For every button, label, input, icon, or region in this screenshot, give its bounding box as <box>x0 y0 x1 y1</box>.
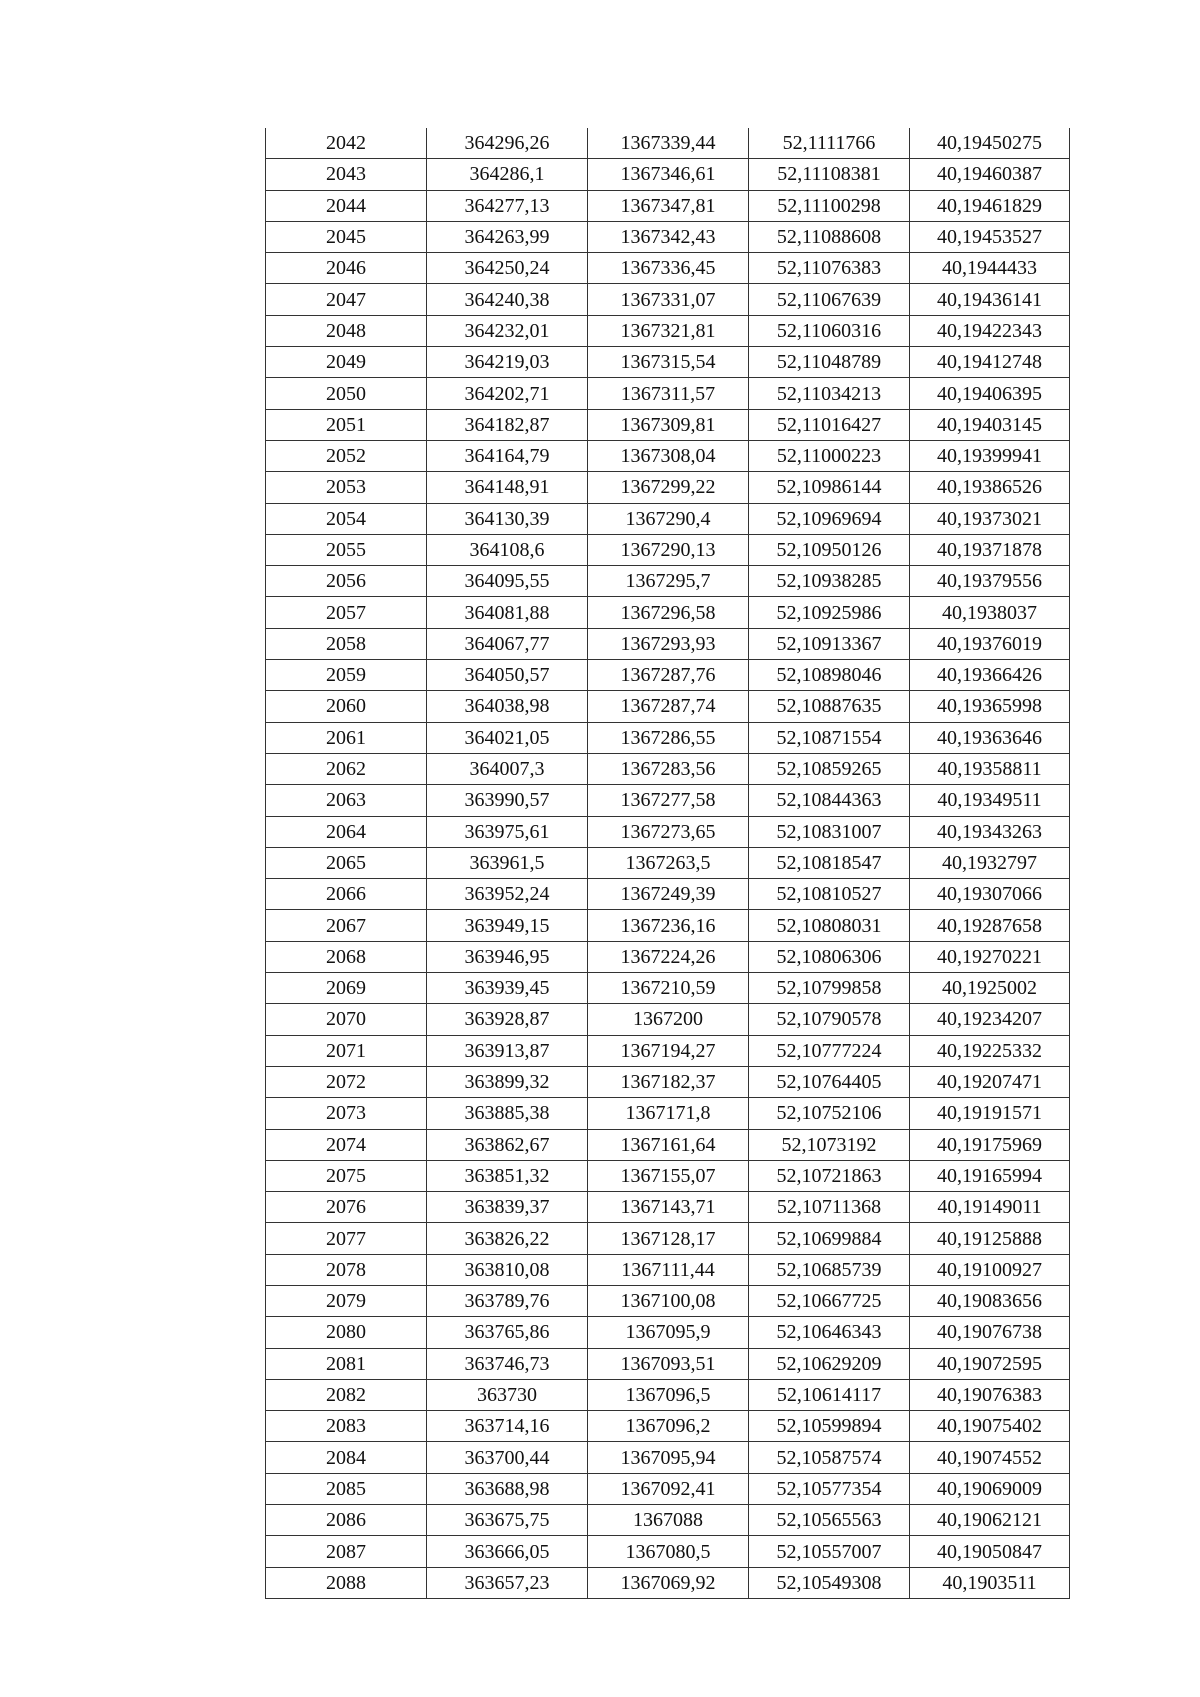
latitude-cell: 52,10806306 <box>749 941 910 972</box>
y-coordinate-cell: 1367296,58 <box>588 597 749 628</box>
longitude-cell: 40,19062121 <box>910 1505 1070 1536</box>
latitude-cell: 52,10887635 <box>749 691 910 722</box>
longitude-cell: 40,19175969 <box>910 1129 1070 1160</box>
x-coordinate-cell: 364240,38 <box>427 284 588 315</box>
table-row <box>266 159 1070 190</box>
y-coordinate-cell: 1367093,51 <box>588 1348 749 1379</box>
point-number-cell: 2082 <box>266 1379 427 1410</box>
point-number-cell: 2066 <box>266 879 427 910</box>
latitude-cell: 52,10614117 <box>749 1379 910 1410</box>
table-row <box>266 628 1070 659</box>
longitude-cell: 40,19076383 <box>910 1379 1070 1410</box>
x-coordinate-cell: 363730 <box>427 1379 588 1410</box>
table-row <box>266 722 1070 753</box>
longitude-cell: 40,19074552 <box>910 1442 1070 1473</box>
table-row <box>266 1317 1070 1348</box>
table-row <box>266 660 1070 691</box>
x-coordinate-cell: 363990,57 <box>427 785 588 816</box>
table-row <box>266 1411 1070 1442</box>
latitude-cell: 52,10790578 <box>749 1004 910 1035</box>
y-coordinate-cell: 1367290,4 <box>588 503 749 534</box>
table-row <box>266 472 1070 503</box>
longitude-cell: 40,19386526 <box>910 472 1070 503</box>
x-coordinate-cell: 364021,05 <box>427 722 588 753</box>
x-coordinate-cell: 364148,91 <box>427 472 588 503</box>
latitude-cell: 52,10577354 <box>749 1473 910 1504</box>
y-coordinate-cell: 1367277,58 <box>588 785 749 816</box>
latitude-cell: 52,10565563 <box>749 1505 910 1536</box>
x-coordinate-cell: 363949,15 <box>427 910 588 941</box>
y-coordinate-cell: 1367095,94 <box>588 1442 749 1473</box>
x-coordinate-cell: 363675,75 <box>427 1505 588 1536</box>
point-number-cell: 2061 <box>266 722 427 753</box>
latitude-cell: 52,10557007 <box>749 1536 910 1567</box>
y-coordinate-cell: 1367088 <box>588 1505 749 1536</box>
y-coordinate-cell: 1367321,81 <box>588 315 749 346</box>
x-coordinate-cell: 364050,57 <box>427 660 588 691</box>
y-coordinate-cell: 1367286,55 <box>588 722 749 753</box>
point-number-cell: 2074 <box>266 1129 427 1160</box>
y-coordinate-cell: 1367311,57 <box>588 378 749 409</box>
table-row <box>266 753 1070 784</box>
table-row <box>266 973 1070 1004</box>
point-number-cell: 2049 <box>266 347 427 378</box>
longitude-cell: 40,19234207 <box>910 1004 1070 1035</box>
x-coordinate-cell: 363952,24 <box>427 879 588 910</box>
y-coordinate-cell: 1367336,45 <box>588 253 749 284</box>
table-row <box>266 691 1070 722</box>
longitude-cell: 40,19076738 <box>910 1317 1070 1348</box>
y-coordinate-cell: 1367309,81 <box>588 409 749 440</box>
latitude-cell: 52,10685739 <box>749 1254 910 1285</box>
x-coordinate-cell: 363961,5 <box>427 847 588 878</box>
table-row <box>266 1473 1070 1504</box>
longitude-cell: 40,19363646 <box>910 722 1070 753</box>
y-coordinate-cell: 1367331,07 <box>588 284 749 315</box>
y-coordinate-cell: 1367194,27 <box>588 1035 749 1066</box>
point-number-cell: 2067 <box>266 910 427 941</box>
latitude-cell: 52,11067639 <box>749 284 910 315</box>
table-row <box>266 1379 1070 1410</box>
longitude-cell: 40,19371878 <box>910 534 1070 565</box>
y-coordinate-cell: 1367069,92 <box>588 1567 749 1598</box>
point-number-cell: 2055 <box>266 534 427 565</box>
table-row <box>266 1536 1070 1567</box>
point-number-cell: 2053 <box>266 472 427 503</box>
point-number-cell: 2056 <box>266 566 427 597</box>
table-row <box>266 1348 1070 1379</box>
y-coordinate-cell: 1367342,43 <box>588 221 749 252</box>
longitude-cell: 40,19436141 <box>910 284 1070 315</box>
longitude-cell: 40,1938037 <box>910 597 1070 628</box>
x-coordinate-cell: 364164,79 <box>427 440 588 471</box>
point-number-cell: 2064 <box>266 816 427 847</box>
x-coordinate-cell: 363700,44 <box>427 1442 588 1473</box>
latitude-cell: 52,10629209 <box>749 1348 910 1379</box>
latitude-cell: 52,10938285 <box>749 566 910 597</box>
longitude-cell: 40,19287658 <box>910 910 1070 941</box>
latitude-cell: 52,10764405 <box>749 1066 910 1097</box>
point-number-cell: 2051 <box>266 409 427 440</box>
longitude-cell: 40,19100927 <box>910 1254 1070 1285</box>
table-row <box>266 128 1070 159</box>
table-row <box>266 910 1070 941</box>
point-number-cell: 2073 <box>266 1098 427 1129</box>
longitude-cell: 40,19399941 <box>910 440 1070 471</box>
point-number-cell: 2052 <box>266 440 427 471</box>
table-row <box>266 816 1070 847</box>
x-coordinate-cell: 363746,73 <box>427 1348 588 1379</box>
table-row <box>266 847 1070 878</box>
point-number-cell: 2084 <box>266 1442 427 1473</box>
x-coordinate-cell: 364067,77 <box>427 628 588 659</box>
x-coordinate-cell: 364263,99 <box>427 221 588 252</box>
longitude-cell: 40,19379556 <box>910 566 1070 597</box>
table-row <box>266 1223 1070 1254</box>
table-row <box>266 315 1070 346</box>
x-coordinate-cell: 363657,23 <box>427 1567 588 1598</box>
point-number-cell: 2057 <box>266 597 427 628</box>
longitude-cell: 40,19165994 <box>910 1160 1070 1191</box>
x-coordinate-cell: 363826,22 <box>427 1223 588 1254</box>
longitude-cell: 40,19453527 <box>910 221 1070 252</box>
point-number-cell: 2086 <box>266 1505 427 1536</box>
longitude-cell: 40,19225332 <box>910 1035 1070 1066</box>
longitude-cell: 40,19376019 <box>910 628 1070 659</box>
y-coordinate-cell: 1367283,56 <box>588 753 749 784</box>
table-row <box>266 1505 1070 1536</box>
y-coordinate-cell: 1367263,5 <box>588 847 749 878</box>
latitude-cell: 52,10871554 <box>749 722 910 753</box>
x-coordinate-cell: 363810,08 <box>427 1254 588 1285</box>
latitude-cell: 52,1111766 <box>749 128 910 159</box>
point-number-cell: 2062 <box>266 753 427 784</box>
table-row <box>266 221 1070 252</box>
point-number-cell: 2078 <box>266 1254 427 1285</box>
longitude-cell: 40,19450275 <box>910 128 1070 159</box>
latitude-cell: 52,10699884 <box>749 1223 910 1254</box>
longitude-cell: 40,19403145 <box>910 409 1070 440</box>
longitude-cell: 40,19083656 <box>910 1285 1070 1316</box>
latitude-cell: 52,10844363 <box>749 785 910 816</box>
latitude-cell: 52,10646343 <box>749 1317 910 1348</box>
point-number-cell: 2071 <box>266 1035 427 1066</box>
point-number-cell: 2059 <box>266 660 427 691</box>
point-number-cell: 2075 <box>266 1160 427 1191</box>
longitude-cell: 40,19461829 <box>910 190 1070 221</box>
latitude-cell: 52,10986144 <box>749 472 910 503</box>
longitude-cell: 40,1944433 <box>910 253 1070 284</box>
latitude-cell: 52,10831007 <box>749 816 910 847</box>
table-row <box>266 1192 1070 1223</box>
table-row <box>266 190 1070 221</box>
latitude-cell: 52,10950126 <box>749 534 910 565</box>
x-coordinate-cell: 364296,26 <box>427 128 588 159</box>
y-coordinate-cell: 1367080,5 <box>588 1536 749 1567</box>
latitude-cell: 52,10711368 <box>749 1192 910 1223</box>
longitude-cell: 40,19373021 <box>910 503 1070 534</box>
point-number-cell: 2060 <box>266 691 427 722</box>
point-number-cell: 2069 <box>266 973 427 1004</box>
table-row <box>266 879 1070 910</box>
x-coordinate-cell: 364202,71 <box>427 378 588 409</box>
table-row <box>266 1567 1070 1598</box>
y-coordinate-cell: 1367096,2 <box>588 1411 749 1442</box>
latitude-cell: 52,10799858 <box>749 973 910 1004</box>
table-row <box>266 597 1070 628</box>
point-number-cell: 2043 <box>266 159 427 190</box>
latitude-cell: 52,10810527 <box>749 879 910 910</box>
longitude-cell: 40,19149011 <box>910 1192 1070 1223</box>
x-coordinate-cell: 363851,32 <box>427 1160 588 1191</box>
point-number-cell: 2054 <box>266 503 427 534</box>
x-coordinate-cell: 363839,37 <box>427 1192 588 1223</box>
x-coordinate-cell: 363688,98 <box>427 1473 588 1504</box>
point-number-cell: 2079 <box>266 1285 427 1316</box>
y-coordinate-cell: 1367347,81 <box>588 190 749 221</box>
point-number-cell: 2048 <box>266 315 427 346</box>
latitude-cell: 52,11048789 <box>749 347 910 378</box>
longitude-cell: 40,19307066 <box>910 879 1070 910</box>
point-number-cell: 2058 <box>266 628 427 659</box>
longitude-cell: 40,19075402 <box>910 1411 1070 1442</box>
longitude-cell: 40,19349511 <box>910 785 1070 816</box>
y-coordinate-cell: 1367287,74 <box>588 691 749 722</box>
x-coordinate-cell: 364095,55 <box>427 566 588 597</box>
y-coordinate-cell: 1367273,65 <box>588 816 749 847</box>
longitude-cell: 40,1925002 <box>910 973 1070 1004</box>
latitude-cell: 52,10667725 <box>749 1285 910 1316</box>
y-coordinate-cell: 1367299,22 <box>588 472 749 503</box>
y-coordinate-cell: 1367210,59 <box>588 973 749 1004</box>
x-coordinate-cell: 363714,16 <box>427 1411 588 1442</box>
x-coordinate-cell: 363666,05 <box>427 1536 588 1567</box>
point-number-cell: 2068 <box>266 941 427 972</box>
y-coordinate-cell: 1367200 <box>588 1004 749 1035</box>
longitude-cell: 40,19365998 <box>910 691 1070 722</box>
point-number-cell: 2083 <box>266 1411 427 1442</box>
table-row <box>266 503 1070 534</box>
x-coordinate-cell: 363928,87 <box>427 1004 588 1035</box>
y-coordinate-cell: 1367182,37 <box>588 1066 749 1097</box>
table-row <box>266 253 1070 284</box>
point-number-cell: 2050 <box>266 378 427 409</box>
point-number-cell: 2070 <box>266 1004 427 1035</box>
table-row <box>266 409 1070 440</box>
latitude-cell: 52,10808031 <box>749 910 910 941</box>
x-coordinate-cell: 363975,61 <box>427 816 588 847</box>
longitude-cell: 40,19343263 <box>910 816 1070 847</box>
latitude-cell: 52,11100298 <box>749 190 910 221</box>
table-row <box>266 1098 1070 1129</box>
y-coordinate-cell: 1367290,13 <box>588 534 749 565</box>
y-coordinate-cell: 1367155,07 <box>588 1160 749 1191</box>
table-row <box>266 1035 1070 1066</box>
latitude-cell: 52,11060316 <box>749 315 910 346</box>
longitude-cell: 40,19191571 <box>910 1098 1070 1129</box>
y-coordinate-cell: 1367339,44 <box>588 128 749 159</box>
table-row <box>266 1442 1070 1473</box>
coordinates-table <box>265 128 1070 1599</box>
y-coordinate-cell: 1367128,17 <box>588 1223 749 1254</box>
y-coordinate-cell: 1367096,5 <box>588 1379 749 1410</box>
x-coordinate-cell: 363885,38 <box>427 1098 588 1129</box>
point-number-cell: 2080 <box>266 1317 427 1348</box>
y-coordinate-cell: 1367287,76 <box>588 660 749 691</box>
longitude-cell: 40,19207471 <box>910 1066 1070 1097</box>
y-coordinate-cell: 1367346,61 <box>588 159 749 190</box>
y-coordinate-cell: 1367295,7 <box>588 566 749 597</box>
y-coordinate-cell: 1367308,04 <box>588 440 749 471</box>
latitude-cell: 52,11076383 <box>749 253 910 284</box>
longitude-cell: 40,19366426 <box>910 660 1070 691</box>
x-coordinate-cell: 364232,01 <box>427 315 588 346</box>
table-row <box>266 785 1070 816</box>
longitude-cell: 40,19406395 <box>910 378 1070 409</box>
latitude-cell: 52,11088608 <box>749 221 910 252</box>
longitude-cell: 40,19270221 <box>910 941 1070 972</box>
x-coordinate-cell: 363789,76 <box>427 1285 588 1316</box>
longitude-cell: 40,19358811 <box>910 753 1070 784</box>
longitude-cell: 40,19050847 <box>910 1536 1070 1567</box>
x-coordinate-cell: 364108,6 <box>427 534 588 565</box>
x-coordinate-cell: 363913,87 <box>427 1035 588 1066</box>
y-coordinate-cell: 1367111,44 <box>588 1254 749 1285</box>
point-number-cell: 2076 <box>266 1192 427 1223</box>
longitude-cell: 40,1932797 <box>910 847 1070 878</box>
table-row <box>266 1129 1070 1160</box>
table-row <box>266 378 1070 409</box>
y-coordinate-cell: 1367161,64 <box>588 1129 749 1160</box>
latitude-cell: 52,10599894 <box>749 1411 910 1442</box>
y-coordinate-cell: 1367171,8 <box>588 1098 749 1129</box>
latitude-cell: 52,10752106 <box>749 1098 910 1129</box>
x-coordinate-cell: 363765,86 <box>427 1317 588 1348</box>
longitude-cell: 40,19412748 <box>910 347 1070 378</box>
y-coordinate-cell: 1367249,39 <box>588 879 749 910</box>
latitude-cell: 52,10969694 <box>749 503 910 534</box>
latitude-cell: 52,1073192 <box>749 1129 910 1160</box>
x-coordinate-cell: 364007,3 <box>427 753 588 784</box>
latitude-cell: 52,10549308 <box>749 1567 910 1598</box>
longitude-cell: 40,1903511 <box>910 1567 1070 1598</box>
point-number-cell: 2085 <box>266 1473 427 1504</box>
x-coordinate-cell: 364182,87 <box>427 409 588 440</box>
table-row <box>266 534 1070 565</box>
table-row <box>266 566 1070 597</box>
latitude-cell: 52,10587574 <box>749 1442 910 1473</box>
table-row <box>266 440 1070 471</box>
latitude-cell: 52,10913367 <box>749 628 910 659</box>
y-coordinate-cell: 1367293,93 <box>588 628 749 659</box>
x-coordinate-cell: 364219,03 <box>427 347 588 378</box>
longitude-cell: 40,19460387 <box>910 159 1070 190</box>
longitude-cell: 40,19069009 <box>910 1473 1070 1504</box>
latitude-cell: 52,10721863 <box>749 1160 910 1191</box>
longitude-cell: 40,19422343 <box>910 315 1070 346</box>
table-row <box>266 1066 1070 1097</box>
coordinates-table-body <box>266 128 1070 1598</box>
point-number-cell: 2081 <box>266 1348 427 1379</box>
longitude-cell: 40,19125888 <box>910 1223 1070 1254</box>
x-coordinate-cell: 363939,45 <box>427 973 588 1004</box>
y-coordinate-cell: 1367315,54 <box>588 347 749 378</box>
y-coordinate-cell: 1367143,71 <box>588 1192 749 1223</box>
latitude-cell: 52,11000223 <box>749 440 910 471</box>
y-coordinate-cell: 1367095,9 <box>588 1317 749 1348</box>
latitude-cell: 52,10818547 <box>749 847 910 878</box>
latitude-cell: 52,10859265 <box>749 753 910 784</box>
point-number-cell: 2063 <box>266 785 427 816</box>
x-coordinate-cell: 364130,39 <box>427 503 588 534</box>
latitude-cell: 52,10777224 <box>749 1035 910 1066</box>
x-coordinate-cell: 364250,24 <box>427 253 588 284</box>
point-number-cell: 2087 <box>266 1536 427 1567</box>
point-number-cell: 2088 <box>266 1567 427 1598</box>
table-row <box>266 941 1070 972</box>
table-row <box>266 284 1070 315</box>
y-coordinate-cell: 1367092,41 <box>588 1473 749 1504</box>
point-number-cell: 2065 <box>266 847 427 878</box>
latitude-cell: 52,11034213 <box>749 378 910 409</box>
point-number-cell: 2077 <box>266 1223 427 1254</box>
latitude-cell: 52,11016427 <box>749 409 910 440</box>
point-number-cell: 2044 <box>266 190 427 221</box>
x-coordinate-cell: 364286,1 <box>427 159 588 190</box>
x-coordinate-cell: 364277,13 <box>427 190 588 221</box>
x-coordinate-cell: 363946,95 <box>427 941 588 972</box>
x-coordinate-cell: 364038,98 <box>427 691 588 722</box>
point-number-cell: 2045 <box>266 221 427 252</box>
latitude-cell: 52,10898046 <box>749 660 910 691</box>
y-coordinate-cell: 1367236,16 <box>588 910 749 941</box>
longitude-cell: 40,19072595 <box>910 1348 1070 1379</box>
latitude-cell: 52,10925986 <box>749 597 910 628</box>
latitude-cell: 52,11108381 <box>749 159 910 190</box>
table-row <box>266 1004 1070 1035</box>
x-coordinate-cell: 364081,88 <box>427 597 588 628</box>
point-number-cell: 2042 <box>266 128 427 159</box>
point-number-cell: 2046 <box>266 253 427 284</box>
y-coordinate-cell: 1367100,08 <box>588 1285 749 1316</box>
point-number-cell: 2072 <box>266 1066 427 1097</box>
point-number-cell: 2047 <box>266 284 427 315</box>
y-coordinate-cell: 1367224,26 <box>588 941 749 972</box>
table-row <box>266 1254 1070 1285</box>
x-coordinate-cell: 363899,32 <box>427 1066 588 1097</box>
x-coordinate-cell: 363862,67 <box>427 1129 588 1160</box>
table-row <box>266 1160 1070 1191</box>
table-row <box>266 1285 1070 1316</box>
table-row <box>266 347 1070 378</box>
